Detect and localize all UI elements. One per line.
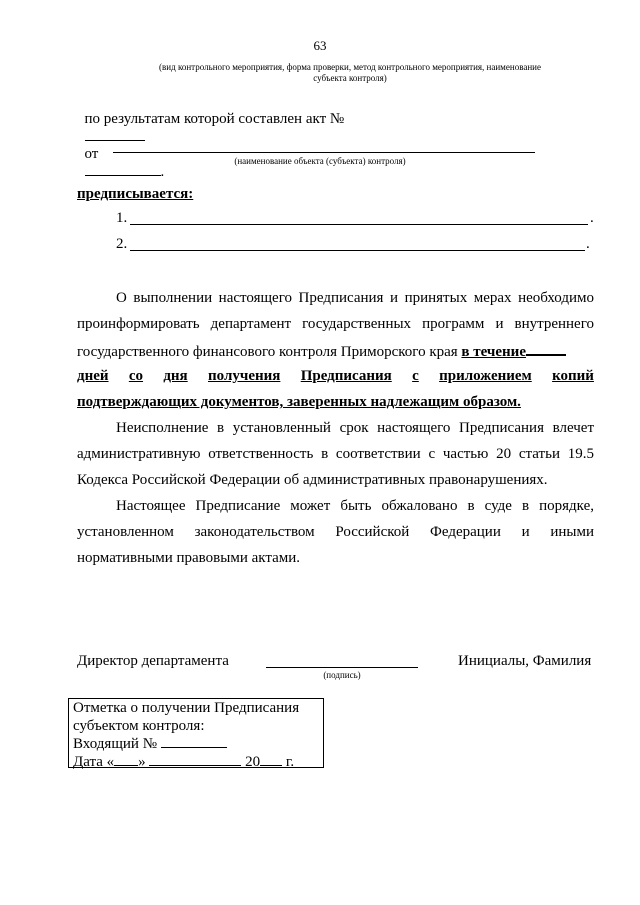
item-2-label: 2. xyxy=(116,236,128,252)
receipt-line-4 xyxy=(73,753,319,771)
incoming-number-label: Входящий № xyxy=(73,736,158,752)
paragraph-1-line-4 xyxy=(77,368,594,385)
word: законодательством xyxy=(194,524,315,540)
word: дней xyxy=(77,368,109,384)
date-month-blank xyxy=(149,753,241,766)
word: со xyxy=(128,368,144,384)
act-line-from: от xyxy=(84,146,99,162)
act-line-end: . xyxy=(160,164,165,180)
paragraph-1-line-1: О выполнении настоящего Предписания и принятых мерах необходимо xyxy=(116,290,594,306)
word: дня xyxy=(163,368,188,384)
word: установленном xyxy=(77,524,174,540)
word: копий xyxy=(552,368,594,384)
paragraph-1-line-3 xyxy=(77,342,594,361)
act-line-prefix: по результатам которой составлен акт № xyxy=(84,111,345,127)
date-mid: » xyxy=(138,754,146,770)
signatory-name: Инициалы, Фамилия xyxy=(458,653,592,669)
word: с xyxy=(412,368,419,384)
receipt-line-2: субъектом контроля: xyxy=(73,718,205,734)
section-heading: предписывается: xyxy=(77,186,194,202)
paragraph-1-line-2: проинформировать департамент государственных программ и внутреннего xyxy=(77,316,594,332)
paragraph-3-line-1: Настоящее Предписание может быть обжаловано в суде в порядке, xyxy=(116,498,594,514)
paragraph-3-line-2 xyxy=(77,524,594,541)
documents-phrase: подтверждающих документов, заверенных надлежащим образом. xyxy=(77,394,521,410)
act-number-blank xyxy=(85,128,145,141)
control-object-blank xyxy=(113,152,535,153)
control-object-caption: (наименование объекта (субъекта) контроля) xyxy=(234,156,406,166)
date-day-blank xyxy=(114,753,138,766)
control-event-caption xyxy=(110,62,590,84)
item-2-blank xyxy=(130,250,585,251)
receipt-line-1: Отметка о получении Предписания xyxy=(73,700,300,716)
date-suffix: г. xyxy=(285,754,295,770)
item-1-blank xyxy=(130,224,588,225)
paragraph-2-line-1: Неисполнение в установленный срок настоящего Предписания влечет xyxy=(116,420,594,436)
word: иными xyxy=(550,524,594,540)
word: Российской xyxy=(335,524,410,540)
item-2-end: . xyxy=(586,236,590,252)
date-year: 20 xyxy=(245,754,261,770)
control-event-caption-line-1: (вид контрольного мероприятия, форма проверки, метод контрольного мероприятия, наименование xyxy=(159,62,541,72)
paragraph-3-line-3: нормативными правовыми актами. xyxy=(77,550,301,566)
date-year-blank xyxy=(260,753,282,766)
paragraph-2-line-2: административную ответственность в соответствии с частью 20 статьи 19.5 xyxy=(77,446,594,462)
deadline-phrase: в течение xyxy=(461,344,526,360)
control-event-caption-line-2: субъекта контроля) xyxy=(313,73,387,83)
incoming-number-blank xyxy=(161,735,227,748)
word: Федерации xyxy=(430,524,501,540)
paragraph-1-line-5 xyxy=(77,394,521,411)
word: получения xyxy=(208,368,281,384)
receipt-line-3 xyxy=(73,735,319,753)
signature-caption: (подпись) xyxy=(323,670,361,680)
signature-blank xyxy=(266,667,418,668)
item-1-end: . xyxy=(590,210,594,226)
date-prefix: Дата « xyxy=(73,754,115,770)
act-line xyxy=(77,94,344,181)
word: и xyxy=(521,524,530,540)
item-1-label: 1. xyxy=(116,210,128,226)
signatory-position: Директор департамента xyxy=(77,653,229,669)
word: приложением xyxy=(439,368,532,384)
page-number: 63 xyxy=(313,38,327,53)
deadline-blank xyxy=(526,342,566,356)
paragraph-1-line-3-text: государственного финансового контроля Приморского края xyxy=(77,344,458,360)
word: Предписания xyxy=(300,368,392,384)
paragraph-2-line-3: Кодекса Российской Федерации об административных правонарушениях. xyxy=(77,472,548,488)
receipt-stamp-box xyxy=(68,698,324,768)
